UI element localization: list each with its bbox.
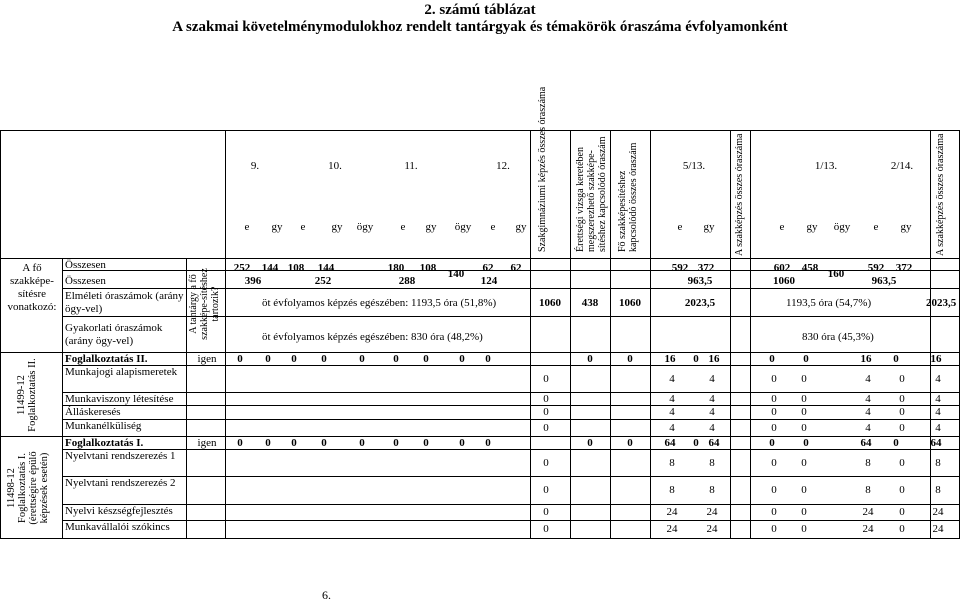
cell-value: 4 [865, 421, 871, 434]
table-title: A szakmai követelménymodulokhoz rendelt tantárgyak és témakörök óraszáma évfolyamonként [172, 19, 788, 35]
cell-value: 0 [803, 436, 809, 449]
summary-value: 62 [510, 262, 522, 274]
cell-value: 0 [771, 506, 777, 518]
gyakorlati-summary-text-b: 830 óra (45,3%) [802, 331, 874, 343]
gyakorlati-summary-text: öt évfolyamos képzés egészében: 830 óra (48,2%) [262, 331, 483, 343]
summary-value: 108 [287, 262, 305, 274]
cell-value: 8 [669, 456, 675, 469]
cell-value: 0 [291, 436, 297, 449]
cell-value: 16 [930, 352, 942, 365]
cell-value: 4 [935, 406, 941, 418]
cell-value: 0 [543, 506, 549, 518]
column-header: gy [271, 221, 283, 233]
cell-value: 4 [709, 392, 715, 405]
cell-value: 4 [709, 421, 715, 434]
cell-value: 64 [860, 436, 872, 449]
column-header-b: gy [806, 221, 818, 233]
cell-value: 8 [709, 456, 715, 469]
row-label: Álláskeresés [65, 406, 121, 418]
cell-value: 0 [801, 372, 807, 385]
summary-value: 396 [244, 275, 262, 287]
row-label: Nyelvtani rendszerezés 2 [65, 477, 176, 489]
elmeleti-total-b: 2023,5 [926, 297, 957, 309]
summary-value-b: 592 [867, 262, 885, 274]
cell-value: 0 [543, 392, 549, 405]
cell-value: 4 [709, 372, 715, 385]
row-label: Nyelvtani rendszerezés 1 [65, 450, 176, 462]
cell-value: 0 [771, 484, 777, 496]
row-label: Munkajogi alapismeretek [65, 366, 178, 378]
cell-value: 0 [423, 352, 429, 365]
cell-value: 0 [543, 456, 549, 469]
cell-value: 0 [801, 456, 807, 469]
summary-value-b: 458 [801, 262, 819, 274]
cell-value: 4 [709, 406, 715, 418]
cell-value: 4 [935, 372, 941, 385]
cell-value: 16 [708, 352, 720, 365]
cell-value: 4 [935, 421, 941, 434]
header-erettsegi: Érettségi vizsga keretében megszerezhető szakképe-sítéshez kapcsolódó óraszám [575, 136, 608, 252]
elmeleti-value: 2023,5 [684, 297, 716, 309]
cell-value: 24 [862, 506, 874, 518]
cell-value: 0 [265, 436, 271, 449]
column-header: e [400, 221, 406, 233]
summary-value: 144 [317, 262, 335, 274]
summary-value: 124 [480, 275, 498, 287]
column-header-b: e [779, 221, 785, 233]
cell-value: 24 [862, 523, 874, 535]
column-header: gy [425, 221, 437, 233]
cell-value: 0 [265, 352, 271, 365]
header-osszes-1: A szakképzés összes óraszáma [734, 133, 745, 256]
summary-value: 252 [233, 262, 251, 274]
summary-value: 108 [419, 262, 437, 274]
summary-value: 180 [387, 262, 405, 274]
cell-value: 0 [899, 372, 905, 385]
cell-value: 64 [930, 436, 942, 449]
cell-value: 4 [935, 392, 941, 405]
summary-value-b: 372 [697, 262, 715, 274]
column-header: e [490, 221, 496, 233]
cell-value: 8 [935, 456, 941, 469]
year-header: 9. [250, 160, 260, 172]
cell-value: 0 [393, 436, 399, 449]
row-label: Foglalkoztatás I. [65, 437, 144, 449]
cell-value: 0 [899, 523, 905, 535]
elmeleti-summary-text: öt évfolyamos képzés egészében: 1193,5 óra (51,8%) [262, 297, 497, 309]
cell-value: 24 [706, 506, 718, 518]
cell-value: 0 [359, 352, 365, 365]
cell-value: 0 [769, 352, 775, 365]
igen-label: igen [197, 353, 217, 365]
column-header: ögy [356, 221, 374, 233]
cell-value: 0 [321, 436, 327, 449]
header-szakgimnaziumi: Szakgimnáziumi képzés összes óraszáma [537, 86, 548, 252]
column-header-b: e [873, 221, 879, 233]
osszesen-label-1: Összesen [65, 259, 106, 271]
header-osszes-2: A szakképzés összes óraszáma [935, 133, 946, 256]
cell-value: 0 [423, 436, 429, 449]
cell-value: 4 [865, 406, 871, 418]
cell-value: 0 [801, 421, 807, 434]
cell-value: 0 [321, 352, 327, 365]
cell-value: 0 [485, 352, 491, 365]
summary-value: 288 [398, 275, 416, 287]
row-label: Munkaviszony létesítése [65, 393, 174, 405]
summary-value-b: 1060 [773, 275, 795, 287]
cell-value: 4 [669, 372, 675, 385]
cell-value: 0 [543, 484, 549, 496]
cell-value: 4 [865, 392, 871, 405]
cell-value: 0 [899, 421, 905, 434]
cell-value: 0 [771, 523, 777, 535]
column-header: e [244, 221, 250, 233]
cell-value: 0 [359, 436, 365, 449]
cell-value: 0 [771, 372, 777, 385]
elmeleti-value: 1060 [619, 297, 641, 309]
cell-value: 0 [543, 523, 549, 535]
cell-value: 0 [627, 352, 633, 365]
cell-value: 0 [899, 456, 905, 469]
cell-value: 0 [393, 352, 399, 365]
cell-value: 8 [865, 484, 871, 496]
column-header-b: gy [900, 221, 912, 233]
elmeleti-value: 1060 [539, 297, 561, 309]
cell-value: 0 [899, 484, 905, 496]
column-header: ögy [454, 221, 472, 233]
column-header-b: gy [703, 221, 715, 233]
column-header-b: ögy [833, 221, 851, 233]
column-header-b: e [677, 221, 683, 233]
cell-value: 0 [771, 406, 777, 418]
cell-value: 4 [865, 372, 871, 385]
gyakorlati-label: Gyakorlati óraszámok (arány ögy-vel) [65, 322, 163, 347]
cell-value: 8 [709, 484, 715, 496]
cell-value: 0 [771, 456, 777, 469]
cell-value: 0 [291, 352, 297, 365]
year-header: 11. [404, 160, 418, 172]
cell-value: 0 [893, 352, 899, 365]
page-number: 6. [322, 588, 331, 602]
cell-value: 4 [669, 421, 675, 434]
summary-value: 140 [447, 268, 465, 280]
cell-value: 64 [664, 436, 676, 449]
cell-value: 4 [669, 392, 675, 405]
cell-value: 0 [899, 392, 905, 405]
cell-value: 0 [543, 406, 549, 418]
cell-value: 64 [708, 436, 720, 449]
column-header: e [300, 221, 306, 233]
cell-value: 0 [801, 523, 807, 535]
summary-value-b: 963,5 [871, 275, 897, 287]
tantargy-label: A tantárgy a fő szakképe-sítéshez tartozik? [188, 268, 221, 340]
row-label: Munkavállalói szókincs [65, 521, 170, 533]
cell-value: 0 [771, 421, 777, 434]
cell-value: 24 [932, 523, 944, 535]
igen-label: igen [197, 437, 217, 449]
summary-value-b: 963,5 [687, 275, 713, 287]
column-header: gy [515, 221, 527, 233]
header-fo-szakkepesites: Fő szakképesítéshez kapcsolódó összes óraszám [617, 142, 639, 252]
cell-value: 0 [587, 436, 593, 449]
cell-value: 0 [543, 372, 549, 385]
year-header-b: 2/14. [890, 160, 914, 172]
summary-value: 62 [482, 262, 494, 274]
row-label: Nyelvi készségfejlesztés [65, 505, 173, 517]
cell-value: 0 [899, 406, 905, 418]
cell-value: 0 [893, 436, 899, 449]
cell-value: 0 [801, 506, 807, 518]
summary-value-b: 592 [671, 262, 689, 274]
cell-value: 0 [627, 436, 633, 449]
cell-value: 0 [899, 506, 905, 518]
column-header: gy [331, 221, 343, 233]
cell-value: 16 [860, 352, 872, 365]
elmeleti-label: Elméleti óraszámok (arány ögy-vel) [65, 290, 184, 315]
year-header-b: 5/13. [682, 160, 706, 172]
cell-value: 0 [543, 421, 549, 434]
cell-value: 24 [706, 523, 718, 535]
row-label: Foglalkoztatás II. [65, 353, 148, 365]
cell-value: 0 [693, 436, 699, 449]
cell-value: 0 [587, 352, 593, 365]
cell-value: 24 [666, 506, 678, 518]
cell-value: 0 [485, 436, 491, 449]
summary-value-b: 602 [773, 262, 791, 274]
cell-value: 0 [237, 436, 243, 449]
table-number: 2. számú táblázat [424, 2, 536, 18]
row-label: Munkanélküliség [65, 420, 142, 432]
elmeleti-summary-text-b: 1193,5 óra (54,7%) [786, 297, 872, 309]
cell-value: 0 [459, 352, 465, 365]
cell-value: 0 [771, 392, 777, 405]
cell-value: 16 [664, 352, 676, 365]
cell-value: 0 [693, 352, 699, 365]
osszesen-label-2: Összesen [65, 275, 106, 287]
cell-value: 0 [237, 352, 243, 365]
cell-value: 8 [935, 484, 941, 496]
cell-value: 0 [459, 436, 465, 449]
module-11498-label: 11498-12 Foglalkoztatás I. (érettségire épülő képzések esetén) [6, 451, 50, 525]
fo-szakkepesites-label: A fő szakképe-sítésre vonatkozó: [7, 262, 57, 313]
summary-value: 252 [314, 275, 332, 287]
cell-value: 0 [801, 484, 807, 496]
cell-value: 4 [669, 406, 675, 418]
summary-value-b: 372 [895, 262, 913, 274]
cell-value: 0 [803, 352, 809, 365]
year-header: 10. [328, 160, 342, 172]
cell-value: 8 [865, 456, 871, 469]
module-11499-label: 11499-12 Foglalkoztatás II. [16, 358, 38, 432]
year-header-b: 1/13. [814, 160, 838, 172]
cell-value: 0 [769, 436, 775, 449]
cell-value: 24 [666, 523, 678, 535]
elmeleti-value: 438 [581, 297, 599, 309]
summary-value: 144 [261, 262, 279, 274]
cell-value: 24 [932, 506, 944, 518]
cell-value: 0 [801, 406, 807, 418]
year-header: 12. [496, 160, 510, 172]
summary-value-b: 160 [827, 268, 845, 280]
cell-value: 8 [669, 484, 675, 496]
cell-value: 0 [801, 392, 807, 405]
